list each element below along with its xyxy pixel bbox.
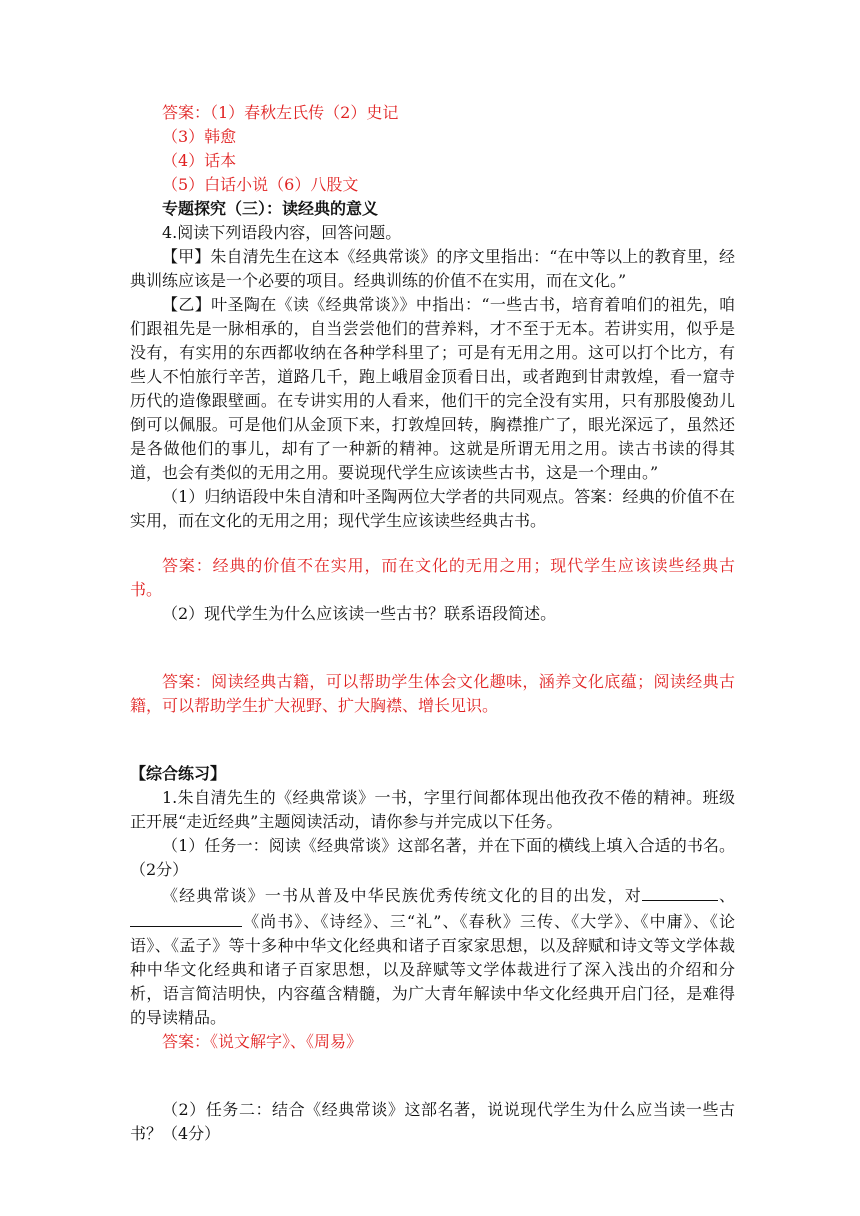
fill-text-b: 《尚书》、《诗经》、三“礼”、《春秋》三传、《大学》、《中庸》、《论语》、《孟子》等十多种中华文化经典和诸子百家家思想，以及辞赋和诗文等文学体裁种中华文化经典和诸子百家思想，以及辞赋等文学体裁进行了深入浅出的介绍和分析，语言简洁明快，内容蕴含精髓，为广大青年解读中华文化经典开启门径，是难得的导读精品。: [130, 912, 735, 1027]
section-title-topic3: 专题探究（三）：读经典的意义: [162, 199, 379, 218]
task-1: （1）任务一：阅读《经典常谈》这部名著，并在下面的横线上填入合适的书名。（2分）: [130, 836, 735, 879]
answer-line-2: （3）韩愈: [162, 127, 237, 146]
fill-blank-1[interactable]: [642, 882, 718, 901]
fill-separator: 、: [717, 886, 735, 905]
question-intro: 4.阅读下列语段内容，回答问题。: [162, 223, 402, 242]
task-2: （2）任务二：结合《经典常谈》这部名著，说说现代学生为什么应当读一些古书？（4分）: [130, 1100, 735, 1143]
fill-in-paragraph: [130, 882, 735, 1030]
answer-line-4: （5）白话小说（6）八股文: [162, 175, 359, 194]
fill-blank-2[interactable]: [130, 908, 242, 927]
answer-line-1: 答案：（1）春秋左氏传（2）史记: [162, 103, 399, 122]
passage-jia: 【甲】朱自清先生在这本《经典常谈》的序文里指出：“在中等以上的教育里，经典训练应该是一个必要的项目。经典训练的价值不在实用，而在文化。”: [130, 247, 735, 290]
answer-line-3: （4）话本: [162, 151, 237, 170]
practice-intro: 1.朱自清先生的《经典常谈》一书，字里行间都体现出他孜孜不倦的精神。班级正开展“走近经典”主题阅读活动，请你参与并完成以下任务。: [130, 788, 735, 831]
question-2: （2）现代学生为什么应该读一些古书？联系语段简述。: [162, 604, 557, 623]
answer-1: 答案：经典的价值不在实用，而在文化的无用之用；现代学生应该读些经典古书。: [130, 556, 735, 599]
page-content: [130, 101, 735, 1146]
fill-text-a: 《经典常谈》一书从普及中华民族优秀传统文化的目的出发，对: [162, 886, 642, 905]
section-title-practice: 【综合练习】: [130, 764, 227, 783]
question-1: （1）归纳语段中朱自清和叶圣陶两位大学者的共同观点。答案：经典的价值不在实用，而在文化的无用之用；现代学生应该读些经典古书。: [130, 487, 735, 530]
answer-2: 答案：阅读经典古籍，可以帮助学生体会文化趣味，涵养文化底蕴；阅读经典古籍，可以帮助学生扩大视野、扩大胸襟、增长见识。: [130, 672, 735, 715]
answer-task-1: 答案：《说文解字》、《周易》: [162, 1032, 363, 1051]
passage-yi: 【乙】叶圣陶在《读《经典常谈》》中指出：“一些古书，培育着咱们的祖先，咱们跟祖先是一脉相承的，自当尝尝他们的营养料，才不至于无本。若讲实用，似乎是没有，有实用的东西都收纳在各种学科里了；可是有无用之用。这可以打个比方，有些人不怕旅行辛苦，道路几千，跑上峨眉金顶看日出，或者跑到甘肃敦煌，看一窟寺历代的造像跟壁画。在专讲实用的人看来，他们干的完全没有实用，只有那股傻劲儿倒可以佩服。可是他们从金顶下来，打敦煌回转，胸襟推广了，眼光深远了，虽然还是各做他们的事儿，却有了一种新的精神。这就是所谓无用之用。读古书读的得其道，也会有类似的无用之用。要说现代学生应该读些古书，这是一个理由。”: [130, 295, 735, 482]
